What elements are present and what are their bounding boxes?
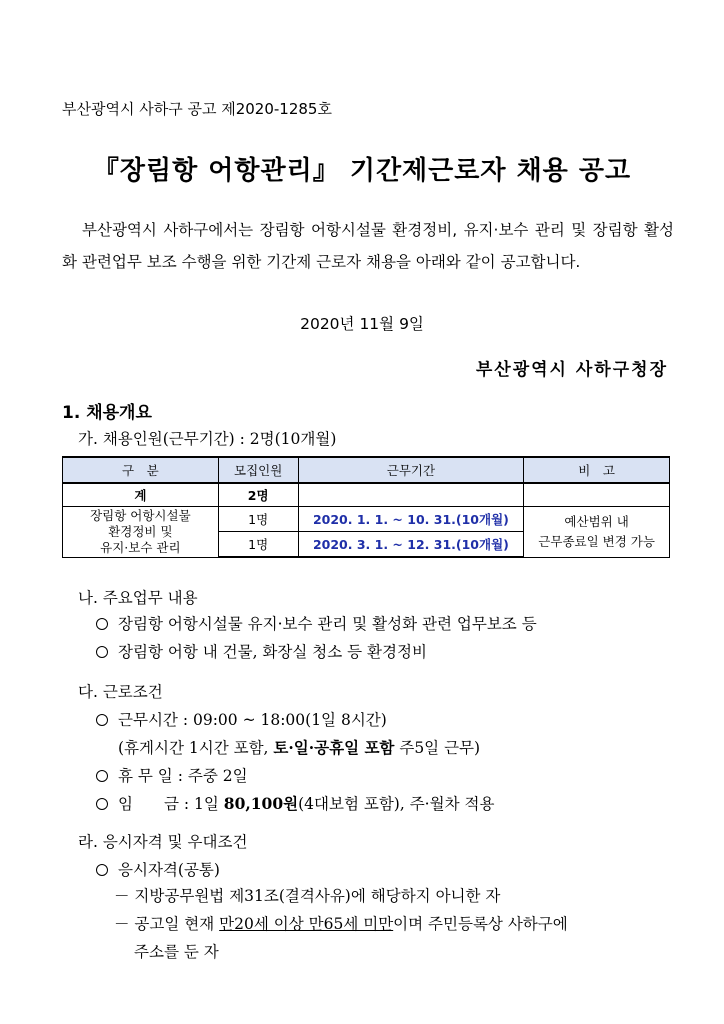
category-line: 유지·보수 관리 (100, 539, 181, 555)
sub-heading-a: 가. 채용인원(근무기간) : 2명(10개월) (78, 430, 337, 448)
header-count: 모집인원 (218, 457, 298, 483)
intro-paragraph: 부산광역시 사하구에서는 장림항 어항시설물 환경정비, 유지·보수 관리 및 장림항 활성화 관련업무 보조 수행을 위한 기간제 근로자 채용을 아래와 같이 공고합니다. (62, 221, 674, 271)
list-item-text: 장림항 어항시설물 유지·보수 관리 및 활성화 관련 업무보조 등 (118, 615, 537, 633)
list-item (96, 612, 537, 634)
period-cell: 2020. 1. 1. ~ 10. 31.(10개월) (298, 507, 524, 532)
hours-note-pre: (휴게시간 1시간 포함, (118, 739, 274, 757)
table-row (63, 507, 670, 532)
count-cell: 1명 (218, 507, 298, 532)
list-item (96, 792, 494, 814)
list-item-text: 장림항 어항 내 건물, 화장실 청소 등 환경정비 (118, 643, 427, 661)
circle-bullet-icon (96, 618, 108, 630)
qualification-item-cont: 주소를 둔 자 (134, 943, 219, 961)
section-heading: 1. 채용개요 (62, 403, 152, 423)
count-cell: 1명 (218, 532, 298, 558)
list-item (96, 764, 248, 786)
qualification-item (114, 912, 568, 934)
issuer-name: 부산광역시 사하구청장 (475, 360, 668, 380)
qualification-heading: 응시자격(공통) (118, 861, 220, 879)
age-requirement: 만20세 이상 만65세 미만 (219, 915, 394, 933)
wage-amount: 80,100원 (223, 794, 299, 813)
page-title: 『장림항 어항관리』 기간제근로자 채용 공고 (92, 156, 632, 186)
header-note: 비 고 (524, 457, 670, 483)
total-note (524, 483, 670, 507)
list-item (96, 640, 427, 662)
wage-pre: 임 금 : 1일 (118, 795, 224, 813)
notice-date: 2020년 11월 9일 (300, 315, 424, 333)
holiday-text: 휴 무 일 : 주중 2일 (118, 767, 248, 785)
qualification-item: － 지방공무원법 제31조(결격사유)에 해당하지 아니한 자 (114, 887, 501, 905)
header-category: 구 분 (63, 457, 219, 483)
circle-bullet-icon (96, 770, 108, 782)
note-line: 예산범위 내 (564, 513, 629, 529)
wage-post: (4대보험 포함), 주·월차 적용 (298, 795, 495, 813)
note-line: 근무종료일 변경 가능 (538, 533, 655, 549)
header-period: 근무기간 (298, 457, 524, 483)
table-header-row (63, 457, 670, 483)
circle-bullet-icon (96, 798, 108, 810)
qual-pre: － 공고일 현재 (114, 915, 220, 933)
list-item (96, 708, 387, 730)
hours-note-post: 주5일 근무) (394, 739, 481, 757)
working-hours-note (118, 736, 480, 758)
notice-number: 부산광역시 사하구 공고 제2020-1285호 (62, 100, 332, 118)
circle-bullet-icon (96, 646, 108, 658)
sub-heading-d: 라. 응시자격 및 우대조건 (78, 833, 248, 851)
circle-bullet-icon (96, 714, 108, 726)
total-period (298, 483, 524, 507)
table-row-total (63, 483, 670, 507)
list-item (96, 858, 220, 880)
note-cell (524, 507, 670, 558)
category-line: 장림항 어항시설물 (90, 507, 191, 523)
period-cell: 2020. 3. 1. ~ 12. 31.(10개월) (298, 532, 524, 558)
hours-note-bold: 토·일·공휴일 포함 (273, 738, 395, 757)
circle-bullet-icon (96, 864, 108, 876)
category-cell (63, 507, 219, 558)
total-count: 2명 (218, 483, 298, 507)
sub-heading-c: 다. 근로조건 (78, 683, 163, 701)
working-hours: 근무시간 : 09:00 ~ 18:00(1일 8시간) (118, 711, 387, 729)
sub-heading-b: 나. 주요업무 내용 (78, 589, 198, 607)
total-label: 계 (63, 483, 219, 507)
category-line: 환경정비 및 (108, 523, 173, 539)
recruitment-table (62, 456, 670, 558)
qual-post: 이며 주민등록상 사하구에 (393, 915, 568, 933)
